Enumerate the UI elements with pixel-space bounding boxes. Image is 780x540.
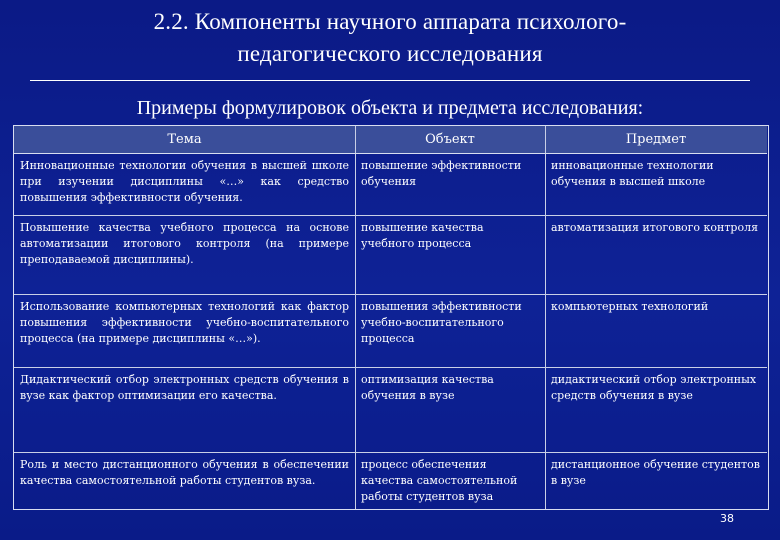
cell-tema: Роль и место дистанционного обучения в обеспечении качества самостоятельной работы студентов вуза. — [20, 458, 349, 487]
table-row — [14, 368, 767, 453]
cell-tema: Инновационные технологии обучения в высшей школе при изучении дисциплины «…» как средство повышения эффективности обучения. — [20, 159, 349, 204]
slide-title-line-2: педагогического исследования — [237, 41, 543, 66]
cell-obekt: повышение качества учебного процесса — [361, 221, 484, 250]
slide-title — [0, 6, 780, 70]
column-divider — [355, 216, 356, 294]
cell-predmet: дистанционное обучение студентов в вузе — [551, 458, 760, 487]
cell-predmet: автоматизация итогового контроля — [551, 221, 759, 234]
header-tema: Тема — [167, 132, 202, 147]
column-divider — [545, 154, 546, 215]
cell-obekt: процесс обеспечения качества самостоятельной работы студентов вуза — [361, 458, 518, 503]
cell-tema: Повышение качества учебного процесса на основе автоматизации итогового контроля (на примере преподаваемой дисциплины). — [20, 221, 349, 266]
cell-predmet: дидактический отбор электронных средств обучения в вузе — [551, 373, 757, 402]
header-obekt: Объект — [425, 132, 475, 147]
header-divider — [545, 126, 546, 153]
table-row — [14, 216, 767, 295]
cell-predmet: инновационные технологии обучения в высшей школе — [551, 159, 714, 188]
table-row — [14, 295, 767, 368]
table-row — [14, 154, 767, 216]
table-header — [14, 126, 767, 154]
cell-obekt: оптимизация качества обучения в вузе — [361, 373, 494, 402]
column-divider — [545, 368, 546, 452]
header-divider — [355, 126, 356, 153]
column-divider — [355, 368, 356, 452]
slide-subtitle: Примеры формулировок объекта и предмета исследования: — [136, 97, 644, 119]
table-row — [14, 453, 767, 509]
column-divider — [545, 295, 546, 367]
column-divider — [545, 216, 546, 294]
slide-title-line-1: 2.2. Компоненты научного аппарата психолого- — [153, 9, 627, 34]
title-divider — [30, 80, 750, 81]
cell-obekt: повышение эффективности обучения — [361, 159, 522, 188]
cell-predmet: компьютерных технологий — [551, 300, 709, 313]
column-divider — [355, 453, 356, 509]
column-divider — [545, 453, 546, 509]
column-divider — [355, 295, 356, 367]
column-divider — [355, 154, 356, 215]
cell-tema: Использование компьютерных технологий как фактор повышения эффективности учебно-воспитательного процесса (на примере дисциплины «…»). — [20, 300, 349, 345]
page-number: 38 — [720, 512, 734, 525]
cell-tema: Дидактический отбор электронных средств обучения в вузе как фактор оптимизации его качества. — [20, 373, 349, 402]
header-predmet: Предмет — [625, 132, 687, 147]
examples-table — [13, 125, 769, 510]
cell-obekt: повышения эффективности учебно-воспитательного процесса — [361, 300, 522, 345]
